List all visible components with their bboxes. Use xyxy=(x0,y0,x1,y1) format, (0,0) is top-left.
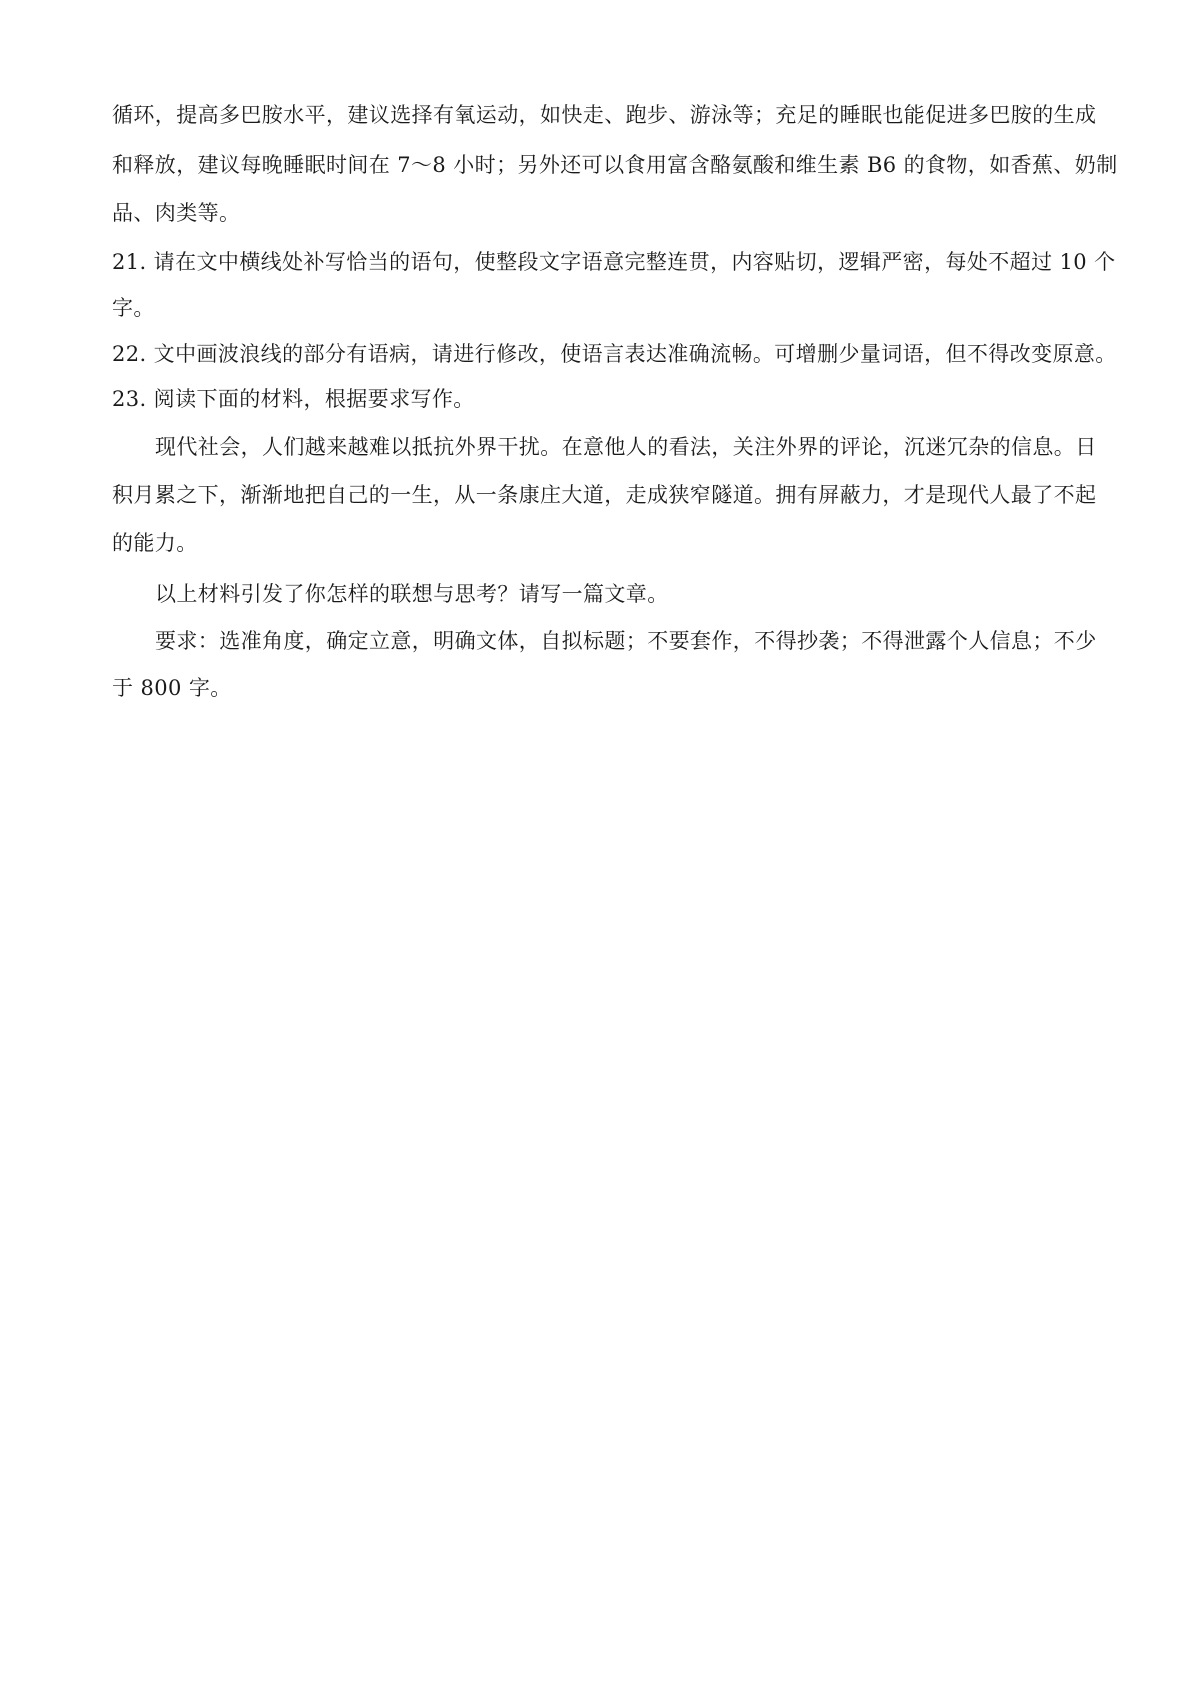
material-line-1: 现代社会，人们越来越难以抵抗外界干扰。在意他人的看法，关注外界的评论，沉迷冗杂的信息。日 xyxy=(155,435,1097,459)
question-22: 22. 文中画波浪线的部分有语病，请进行修改，使语言表达准确流畅。可增删少量词语，但不得改变原意。 xyxy=(112,342,1117,366)
material-line-3: 的能力。 xyxy=(112,531,198,555)
requirements-line-2: 于 800 字。 xyxy=(112,676,232,700)
requirements-line-1: 要求：选准角度，确定立意，明确文体，自拟标题；不要套作，不得抄袭；不得泄露个人信息；不少 xyxy=(155,629,1097,653)
material-line-2: 积月累之下，渐渐地把自己的一生，从一条康庄大道，走成狭窄隧道。拥有屏蔽力，才是现代人最了不起 xyxy=(112,483,1097,507)
paragraph-continuation-line-1: 循环，提高多巴胺水平，建议选择有氧运动，如快走、跑步、游泳等；充足的睡眠也能促进多巴胺的生成 xyxy=(112,103,1097,127)
question-23: 23. 阅读下面的材料，根据要求写作。 xyxy=(112,387,475,411)
writing-prompt: 以上材料引发了你怎样的联想与思考？请写一篇文章。 xyxy=(155,582,669,606)
question-21-line-1: 21. 请在文中横线处补写恰当的语句，使整段文字语意完整连贯，内容贴切，逻辑严密，每处不超过 10 个 xyxy=(112,250,1116,274)
question-21-line-2: 字。 xyxy=(112,296,155,320)
paragraph-continuation-line-3: 品、肉类等。 xyxy=(112,201,241,225)
paragraph-continuation-line-2: 和释放，建议每晚睡眠时间在 7～8 小时；另外还可以食用富含酪氨酸和维生素 B6 的食物，如香蕉、奶制 xyxy=(112,153,1118,177)
